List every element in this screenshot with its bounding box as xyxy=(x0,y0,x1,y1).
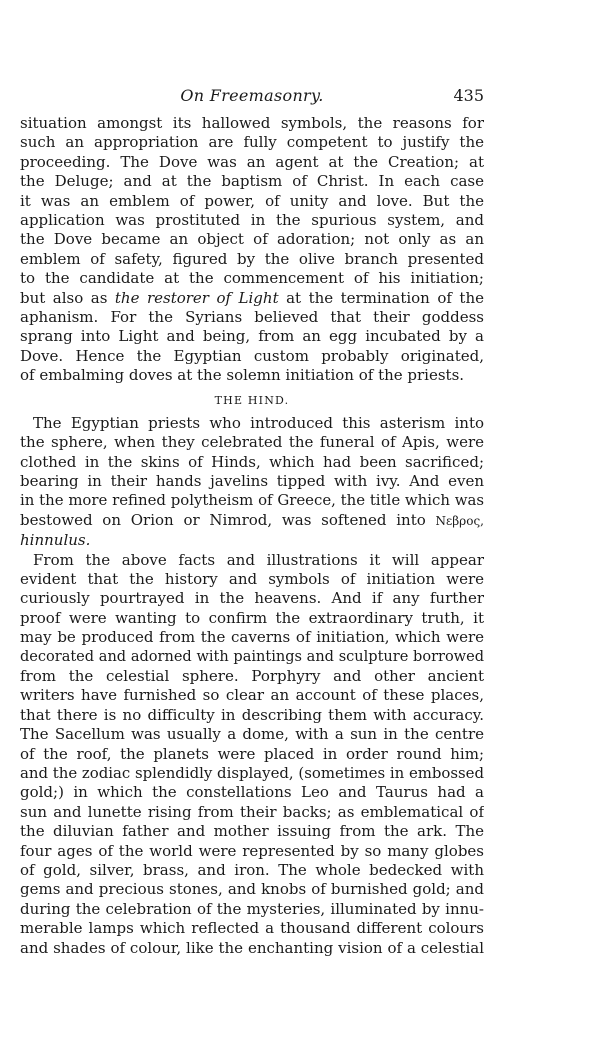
text-line: decorated and adorned with paintings and sculpture borrowed xyxy=(20,648,484,665)
text-line: gold;) in which the constellations Leo and Taurus had a xyxy=(20,783,484,802)
text-line: from the celestial sphere. Porphyry and other ancient xyxy=(20,666,484,685)
text-fragment: but also as xyxy=(20,288,115,307)
page-number: 435 xyxy=(453,86,484,105)
text-line: proof were wanting to confirm the extraordinary truth, it xyxy=(20,608,484,627)
text-line: writers have furnished so clear an account of these places, xyxy=(20,686,484,705)
text-line: The Sacellum was usually a dome, with a sun in the centre xyxy=(20,725,484,744)
text-line: the diluvian father and mother issuing from the ark. The xyxy=(20,822,484,841)
text-line: sun and lunette rising from their backs; as emblematical of xyxy=(20,802,484,821)
text-line: gems and precious stones, and knobs of burnished gold; and xyxy=(20,880,484,899)
text-line: to the candidate at the commencement of his initiation; xyxy=(20,269,484,288)
greek-word: Νεβρος, xyxy=(435,513,484,528)
text-line: and the zodiac splendidly displayed, (sometimes in embossed xyxy=(20,764,484,782)
text-line: Dove. Hence the Egyptian custom probably originated, xyxy=(20,346,484,365)
text-line: that there is no difficulty in describing them with accuracy. xyxy=(20,705,484,724)
text-line: From the above facts and illustrations it will appear xyxy=(33,550,484,569)
text-line: of gold, silver, brass, and iron. The whole bedecked with xyxy=(20,861,484,880)
text-line: bearing in their hands javelins tipped with ivy. And even xyxy=(20,471,484,490)
text-line: and shades of colour, like the enchanting vision of a celestial xyxy=(20,938,484,957)
text-line: sprang into Light and being, from an egg incubated by a xyxy=(20,327,484,346)
text-line: situation amongst its hallowed symbols, the reasons for xyxy=(20,114,484,132)
text-line: may be produced from the caverns of initiation, which were xyxy=(20,628,484,647)
text-line: it was an emblem of power, of unity and love. But the xyxy=(20,191,484,210)
text-line: proceeding. The Dove was an agent at the Creation; at xyxy=(20,152,484,171)
paragraph-hind xyxy=(20,414,484,551)
text-line: of the roof, the planets were placed in order round him; xyxy=(20,744,484,763)
running-header xyxy=(20,86,484,114)
paragraph-initiation xyxy=(20,551,484,959)
text-line-mixed xyxy=(20,289,484,308)
text-line: application was prostituted in the spurious system, and xyxy=(20,211,484,230)
text-line-mixed xyxy=(20,511,484,531)
text-line: during the celebration of the mysteries, illuminated by innu- xyxy=(20,899,484,918)
text-line: curiously pourtrayed in the heavens. And if any further xyxy=(20,589,484,608)
text-fragment: bestowed on Orion or Nimrod, was softened into xyxy=(20,510,426,529)
text-line: clothed in the skins of Hinds, which had been sacrificed; xyxy=(20,452,484,471)
text-line: evident that the history and symbols of initiation were xyxy=(20,569,484,588)
text-line: emblem of safety, figured by the olive branch presented xyxy=(20,249,484,268)
text-line: such an appropriation are fully competent to justify the xyxy=(20,133,484,152)
book-page xyxy=(20,86,484,958)
italic-word: hinnulus. xyxy=(20,531,91,550)
running-title: On Freemasonry. xyxy=(180,86,324,105)
text-line: merable lamps which reflected a thousand different colours xyxy=(20,919,484,938)
paragraph-dove xyxy=(20,114,484,386)
text-line: of embalming doves at the solemn initiation of the priests. xyxy=(20,366,465,385)
text-line: the Dove became an object of adoration; not only as an xyxy=(20,230,484,249)
text-line: aphanism. For the Syrians believed that their goddess xyxy=(20,308,484,327)
text-line: the Deluge; and at the baptism of Christ. In each case xyxy=(20,172,484,191)
italic-phrase: the restorer of Light xyxy=(114,288,279,307)
text-line: four ages of the world were represented by so many globes xyxy=(20,841,484,860)
text-line: The Egyptian priests who introduced this asterism into xyxy=(33,413,484,432)
text-fragment: at the termination of the xyxy=(278,288,484,307)
text-line: in the more refined polytheism of Greece, the title which was xyxy=(20,491,484,510)
text-line: the sphere, when they celebrated the funeral of Apis, were xyxy=(20,433,484,452)
section-heading: THE HIND. xyxy=(214,393,290,407)
